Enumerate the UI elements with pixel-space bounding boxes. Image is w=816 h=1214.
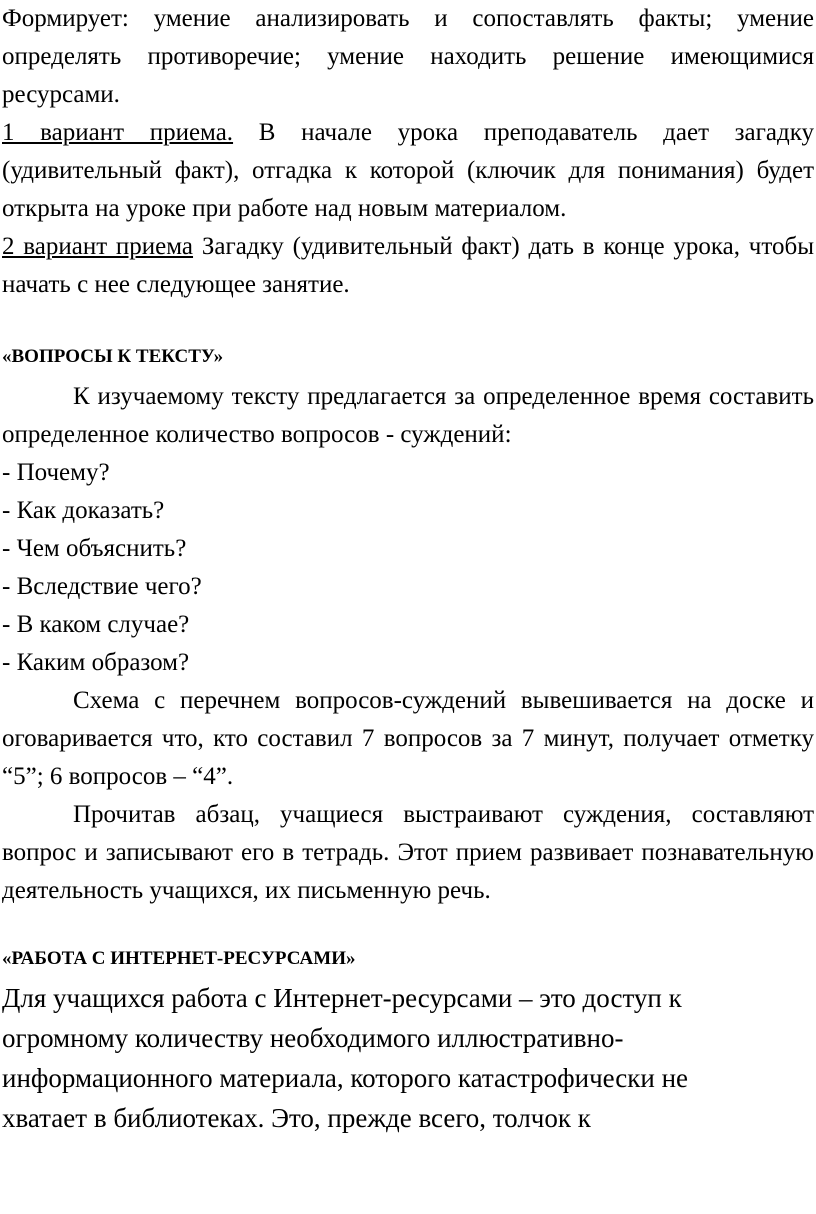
list-item: - Вследствие чего?	[2, 573, 202, 600]
variant-1-text: В начале урока преподаватель дает загадку (удивительный факт), отгадка к которой (ключик для понимания) будет открыта на уроке при работе над новым материалом.	[2, 119, 814, 222]
list-item: - В каком случае?	[2, 611, 190, 638]
section-heading-internet: «РАБОТА С ИНТЕРНЕТ-РЕСУРСАМИ»	[2, 948, 356, 969]
text-line: хватает в библиотеках. Это, прежде всего, толчок к	[2, 1103, 591, 1133]
scheme-paragraph: Схема с перечнем вопросов-суждений вывешивается на доске и оговаривается что, кто составил 7 вопросов за 7 минут, получает отметку “5”; 6 вопросов – “4”.	[2, 687, 814, 790]
questions-intro-paragraph: К изучаемому тексту предлагается за определенное время составить определенное количество вопросов - суждений:	[2, 383, 814, 448]
reading-paragraph: Прочитав абзац, учащиеся выстраивают суждения, составляют вопрос и записывают его в тетрадь. Этот прием развивает познавательную деятельность учащихся, их письменную речь.	[2, 801, 814, 904]
questions-list	[2, 454, 814, 682]
section-heading-questions: «ВОПРОСЫ К ТЕКСТУ»	[2, 346, 224, 367]
list-item: - Почему?	[2, 459, 110, 486]
intro-paragraph: Формирует: умение анализировать и сопоставлять факты; умение определять противоречие; умение находить решение имеющимися ресурсами.	[2, 5, 814, 108]
variant-2-paragraph	[2, 228, 814, 304]
text-line: информационного материала, которого катастрофически не	[2, 1063, 689, 1093]
spacer	[2, 910, 814, 944]
spacer	[2, 304, 814, 342]
internet-paragraph	[2, 978, 814, 1138]
variant-1-label: 1 вариант приема.	[2, 119, 234, 146]
list-item: - Как доказать?	[2, 497, 165, 524]
variant-1-paragraph	[2, 114, 814, 228]
list-item: - Чем объяснить?	[2, 535, 187, 562]
variant-2-label: 2 вариант приема	[2, 233, 194, 260]
variant-2-text: Загадку (удивительный факт) дать в конце урока, чтобы начать с нее следующее занятие.	[2, 233, 814, 298]
text-line: Для учащихся работа с Интернет-ресурсами – это доступ к	[2, 983, 682, 1013]
text-line: огромному количеству необходимого иллюстративно-	[2, 1023, 624, 1053]
list-item: - Каким образом?	[2, 649, 190, 676]
